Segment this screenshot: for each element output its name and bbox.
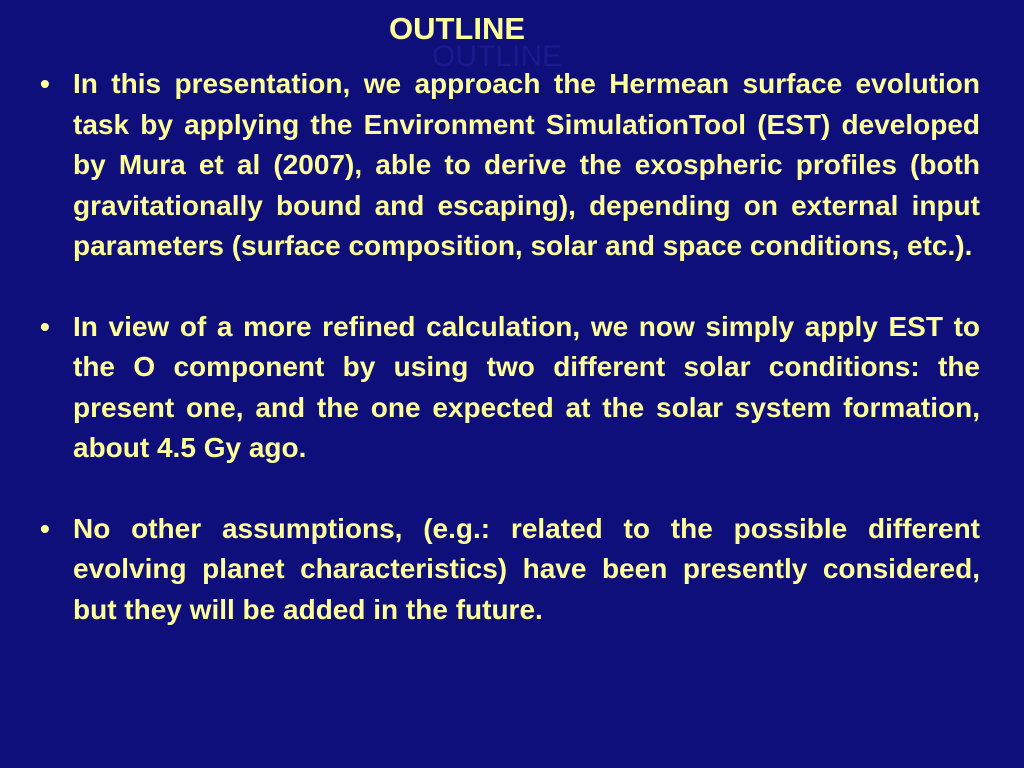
slide-title: OUTLINE — [389, 11, 526, 46]
bullet-item-3 — [40, 509, 980, 631]
bullet-text-2: In view of a more refined calculation, we now simply apply EST to the O component by using two different solar conditions: the present one, and the one expected at the solar system formation, about 4.5 Gy ago. — [73, 310, 980, 463]
bullet-icon: • — [40, 310, 50, 342]
title-shadow: OUTLINE — [432, 40, 563, 73]
title-area — [380, 8, 580, 73]
bullet-text-3: No other assumptions, (e.g.: related to the possible different evolving planet characteristics) have been presently considered, but they will be added in the future. — [73, 512, 980, 625]
bullet-icon: • — [40, 68, 50, 99]
bullet-list — [40, 64, 980, 670]
bullet-item-1 — [40, 64, 980, 267]
bullet-icon: • — [40, 512, 50, 544]
bullet-text-1: In this presentation, we approach the Hermean surface evolution task by applying the Environment SimulationTool (EST) developed by Mura et al (2007), able to derive the exospheric profiles (both gravitationally bound and escaping), depending on external input parameters (surface composition, solar and space conditions, etc.). — [73, 68, 980, 261]
bullet-item-2 — [40, 307, 980, 469]
